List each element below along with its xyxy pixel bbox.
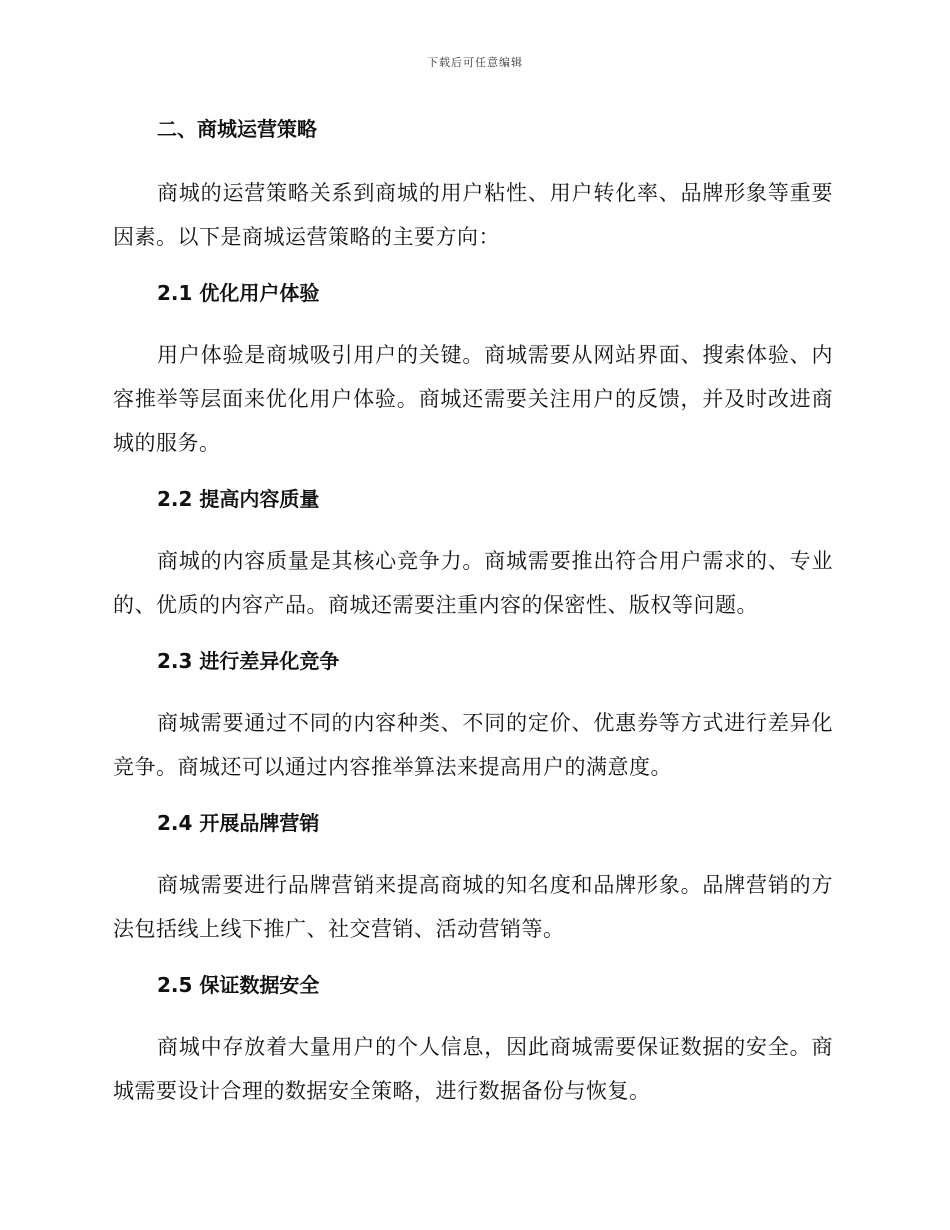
subsection-paragraph-2-1: 用户体验是商城吸引用户的关键。商城需要从网站界面、搜索体验、内容推举等层面来优化用户体验。商城还需要关注用户的反馈，并及时改进商城的服务。 [113,343,833,455]
subsection-heading-2-2: 2.2 提高内容质量 [157,487,320,511]
subsection-paragraph-2-2: 商城的内容质量是其核心竞争力。商城需要推出符合用户需求的、专业的、优质的内容产品。商城还需要注重内容的保密性、版权等问题。 [113,549,833,617]
section-heading: 二、商城运营策略 [157,117,317,141]
section-intro-paragraph: 商城的运营策略关系到商城的用户粘性、用户转化率、品牌形象等重要因素。以下是商城运营策略的主要方向： [113,181,833,249]
subsection-heading-2-5: 2.5 保证数据安全 [157,973,320,997]
page-header-note: 下载后可任意编辑 [427,56,523,69]
document-body [113,112,833,1113]
subsection-paragraph-2-4: 商城需要进行品牌营销来提高商城的知名度和品牌形象。品牌营销的方法包括线上线下推广、社交营销、活动营销等。 [113,873,833,941]
subsection-heading-2-1: 2.1 优化用户体验 [157,281,320,305]
subsection-paragraph-2-3: 商城需要通过不同的内容种类、不同的定价、优惠券等方式进行差异化竞争。商城还可以通过内容推举算法来提高用户的满意度。 [113,711,833,779]
subsection-heading-2-4: 2.4 开展品牌营销 [157,811,320,835]
subsection-paragraph-2-5: 商城中存放着大量用户的个人信息，因此商城需要保证数据的安全。商城需要设计合理的数据安全策略，进行数据备份与恢复。 [113,1035,833,1103]
subsection-heading-2-3: 2.3 进行差异化竞争 [157,649,340,673]
